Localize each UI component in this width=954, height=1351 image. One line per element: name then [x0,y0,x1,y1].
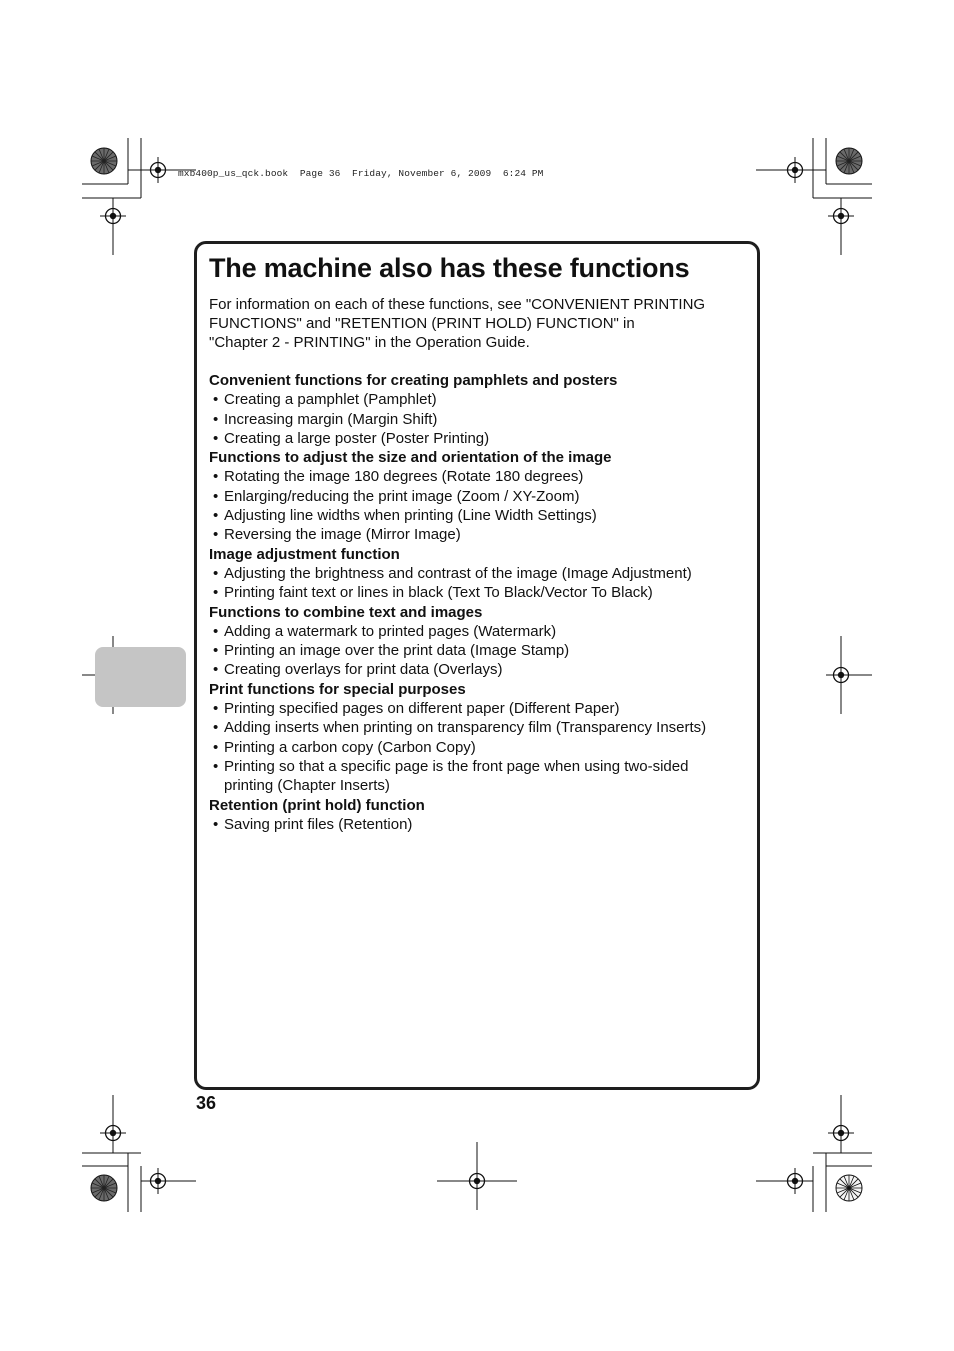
print-header: mxb400p_us_qck.book Page 36 Friday, November 6, 2009 6:24 PM [178,168,544,179]
list-item: • Adjusting the brightness and contrast of the image (Image Adjustment) [209,564,754,583]
section-heading: Functions to adjust the size and orientation of the image [209,449,612,467]
intro-line: FUNCTIONS" and "RETENTION (PRINT HOLD) FUNCTION" in [209,315,635,332]
list-item: • Increasing margin (Margin Shift) [209,410,754,429]
intro-paragraph [209,295,754,352]
list-item: • Adding inserts when printing on transparency film (Transparency Inserts) [209,718,754,737]
list-item: • Printing specified pages on different paper (Different Paper) [209,699,754,718]
list-item: • Adjusting line widths when printing (Line Width Settings) [209,506,754,525]
page-number: 36 [196,1093,217,1113]
list-item: • Reversing the image (Mirror Image) [209,525,754,544]
list-item: • Saving print files (Retention) [209,815,754,834]
section-heading: Print functions for special purposes [209,680,466,698]
function-list [209,564,754,603]
list-item: • Creating a pamphlet (Pamphlet) [209,390,754,409]
intro-line: "Chapter 2 - PRINTING" in the Operation Guide. [209,334,530,351]
function-list [209,390,754,448]
functions-box [194,241,760,1090]
section-heading: Convenient functions for creating pamphlets and posters [209,372,618,389]
function-sections [209,371,754,834]
list-item: • Enlarging/reducing the print image (Zoom / XY-Zoom) [209,487,754,506]
function-list [209,622,754,680]
function-list [209,699,754,795]
list-item: • Creating a large poster (Poster Printing) [209,429,754,448]
intro-line: For information on each of these functions, see "CONVENIENT PRINTING [209,296,706,313]
page-title: The machine also has these functions [209,253,690,283]
list-item [209,757,754,796]
function-list [209,815,754,834]
list-item: • Adding a watermark to printed pages (Watermark) [209,622,754,641]
list-item-line: printing (Chapter Inserts) [224,777,390,795]
section-heading: Image adjustment function [209,545,400,563]
list-item: • Printing a carbon copy (Carbon Copy) [209,738,754,757]
section-heading: Functions to combine text and images [209,603,483,621]
list-item: • Printing an image over the print data (Image Stamp) [209,641,754,660]
list-item: • Printing faint text or lines in black (Text To Black/Vector To Black) [209,583,754,602]
section-heading: Retention (print hold) function [209,796,425,814]
list-item-line: • Printing so that a specific page is the front page when using two-sided [224,757,689,775]
chapter-tab [95,647,186,707]
functions-content [209,252,754,834]
list-item: • Creating overlays for print data (Overlays) [209,660,754,679]
list-item: • Rotating the image 180 degrees (Rotate 180 degrees) [209,467,754,486]
function-list [209,467,754,544]
